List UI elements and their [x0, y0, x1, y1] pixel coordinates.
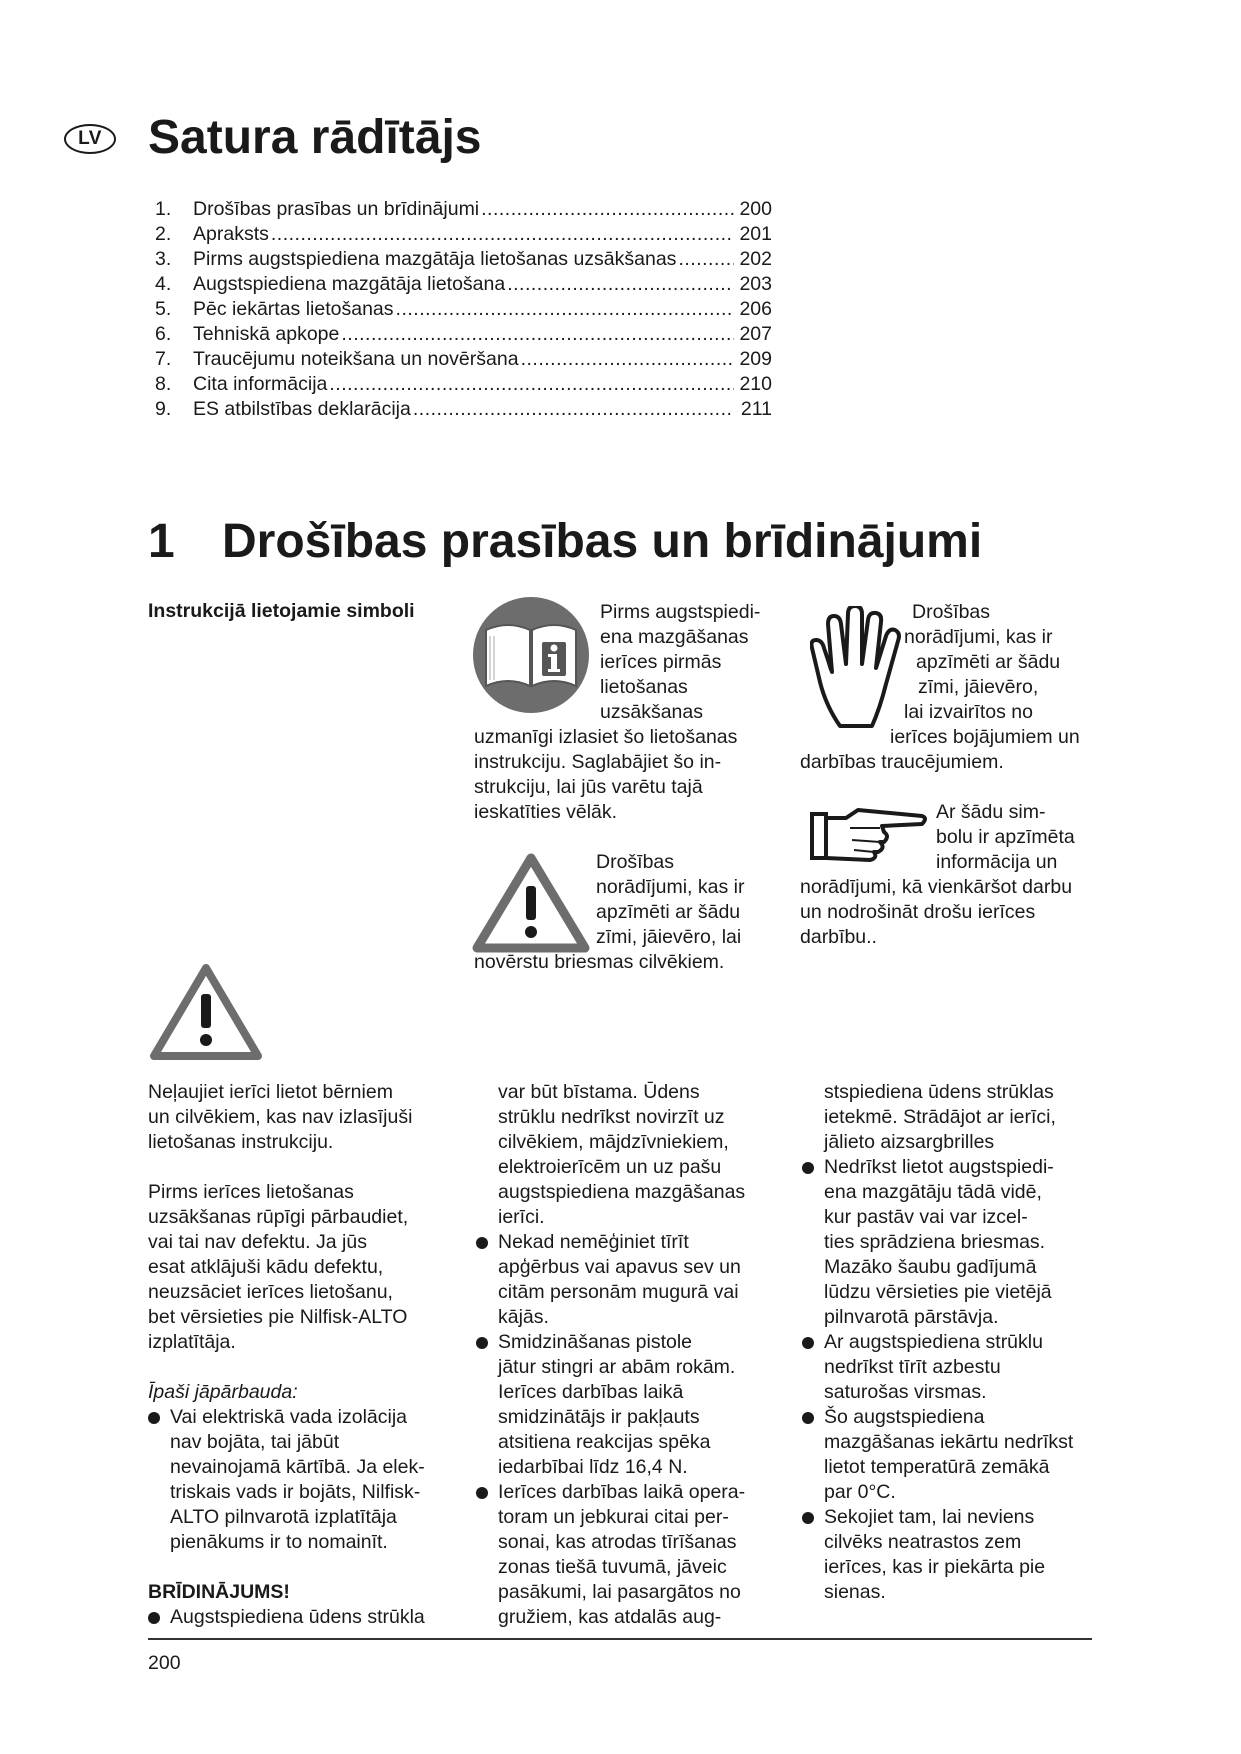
text-line: saturošas virsmas.: [824, 1381, 987, 1403]
book-text-top: [600, 600, 760, 725]
table-of-contents: [152, 198, 772, 423]
text-line: gružiem, kas atdalās aug-: [498, 1606, 722, 1628]
toc-leader-dots: [396, 298, 734, 321]
section-title: Drošības prasības un brīdinājumi: [222, 515, 983, 568]
book-text-bottom: [474, 725, 737, 825]
text-line: kājās.: [498, 1306, 549, 1328]
text-line: Drošības: [912, 601, 991, 623]
text-line: apģērbus vai apavus sev un: [498, 1256, 741, 1278]
text-line: darbību..: [800, 926, 877, 948]
toc-page: 201: [739, 223, 772, 245]
toc-page: 203: [739, 273, 772, 295]
toc-page: 200: [739, 198, 772, 220]
text-line: apzīmēti ar šādu: [596, 901, 741, 923]
text-line: uzsākšanas rūpīgi pārbaudiet,: [148, 1206, 409, 1228]
text-line: Šo augstspiediena: [824, 1406, 985, 1428]
text-line: norādījumi, kas ir: [596, 876, 745, 898]
toc-leader-dots: [481, 198, 734, 221]
toc-number: 5.: [155, 298, 172, 320]
text-line: triskais vads ir bojāts, Nilfisk-: [170, 1481, 421, 1503]
text-line: sienas.: [824, 1581, 886, 1603]
text-line: mazgāšanas iekārtu nedrīkst: [824, 1431, 1074, 1453]
text-line: lietošanas: [600, 676, 688, 698]
text-line: Ierīces darbības laikā opera-: [498, 1481, 746, 1503]
text-line: ena mazgāšanas: [600, 626, 749, 648]
text-line: norādījumi, kā vienkāršot darbu: [800, 876, 1073, 898]
check-heading: Īpaši jāpārbauda:: [148, 1381, 298, 1403]
text-line: nedrīkst tīrīt azbestu: [824, 1356, 1001, 1378]
text-line: zonas tiešā tuvumā, jāveic: [498, 1556, 727, 1578]
text-line: novērstu briesmas cilvēkiem.: [474, 951, 725, 973]
text-line: Neļaujiet ierīci lietot bērniem: [148, 1081, 393, 1103]
text-line: strūklu nedrīkst novirzīt uz: [498, 1106, 725, 1128]
toc-page: 210: [739, 373, 772, 395]
continued-text: [476, 1080, 776, 1230]
section-heading: [148, 512, 982, 572]
toc-row[interactable]: [152, 248, 772, 273]
text-line: informācija un: [936, 851, 1058, 873]
text-line: Augstspiediena ūdens strūkla: [170, 1606, 425, 1628]
text-line: Vai elektriskā vada izolācija: [170, 1406, 407, 1428]
text-line: nav bojāta, tai jābūt: [170, 1431, 340, 1453]
text-line: cilvēks neatrastos zem: [824, 1531, 1022, 1553]
toc-page: 202: [739, 248, 772, 270]
text-line: ierīci.: [498, 1206, 545, 1228]
toc-page: 209: [739, 348, 772, 370]
text-line: Nedrīkst lietot augstspiedi-: [824, 1156, 1054, 1178]
toc-row[interactable]: [152, 348, 772, 373]
text-line: strukciju, lai jūs varētu tajā: [474, 776, 703, 798]
toc-leader-dots: [341, 323, 734, 346]
pre-use-check: [148, 1180, 448, 1355]
text-line: Sekojiet tam, lai neviens: [824, 1506, 1035, 1528]
warning-triangle-icon: [472, 852, 590, 954]
text-line: Ar augstspiediena strūklu: [824, 1331, 1043, 1353]
toc-label: Tehniskā apkope: [193, 323, 340, 345]
text-line: Ar šādu sim-: [936, 801, 1046, 823]
toc-leader-dots: [507, 273, 734, 296]
text-line: jālieto aizsargbrilles: [824, 1131, 995, 1153]
text-line: pasākumi, lai pasargātos no: [498, 1581, 741, 1603]
toc-label: Drošības prasības un brīdinājumi: [193, 198, 480, 220]
language-badge: LV: [64, 124, 116, 154]
text-line: lūdzu vērsieties pie vietējā: [824, 1281, 1052, 1303]
text-line: elektroierīcēm un uz pašu: [498, 1156, 722, 1178]
list-item: [802, 1330, 1102, 1405]
toc-page: 207: [739, 323, 772, 345]
toc-leader-dots: [678, 248, 734, 271]
list-item: [802, 1405, 1102, 1505]
toc-page: 206: [739, 298, 772, 320]
text-line: smidzinātājs ir pakļauts: [498, 1406, 700, 1428]
toc-label: Augstspiediena mazgātāja lietošana: [193, 273, 506, 295]
text-line: ieskatīties vēlāk.: [474, 801, 618, 823]
list-item: [476, 1230, 776, 1330]
text-line: sonai, kas atrodas tīrīšanas: [498, 1531, 737, 1553]
toc-label: Pēc iekārtas lietošanas: [193, 298, 394, 320]
toc-label: Apraksts: [193, 223, 269, 245]
list-item: [476, 1480, 776, 1630]
toc-number: 4.: [155, 273, 172, 295]
list-item: [802, 1155, 1102, 1330]
toc-leader-dots: [521, 348, 734, 371]
text-line: ties sprādziena briesmas.: [824, 1231, 1046, 1253]
text-line: ierīces pirmās: [600, 651, 722, 673]
toc-row[interactable]: [152, 373, 772, 398]
toc-label: Pirms augstspiediena mazgātāja lietošanas uzsākšanas: [193, 248, 677, 270]
section-number: 1: [148, 515, 175, 568]
text-line: ietekmē. Strādājot ar ierīci,: [824, 1106, 1056, 1128]
text-line: izplatītāja.: [148, 1331, 236, 1353]
warning-text-bottom: [474, 950, 724, 975]
toc-row[interactable]: [152, 273, 772, 298]
column-1: [148, 1080, 448, 1630]
list-item: [148, 1605, 448, 1630]
symbols-heading: Instrukcijā lietojamie simboli: [148, 600, 415, 622]
text-line: Ierīces darbības laikā: [498, 1381, 684, 1403]
continued-text: [802, 1080, 1102, 1155]
text-line: Mazāko šaubu gadījumā: [824, 1256, 1037, 1278]
text-line: toram un jebkurai citai per-: [498, 1506, 729, 1528]
toc-row[interactable]: [152, 223, 772, 248]
warning-text-top: [596, 850, 744, 950]
toc-row[interactable]: [152, 198, 772, 223]
toc-number: 7.: [155, 348, 172, 370]
text-line: esat atklājuši kādu defektu,: [148, 1256, 384, 1278]
text-line: kur pastāv vai var izcel-: [824, 1206, 1028, 1228]
toc-leader-dots: [271, 223, 734, 246]
text-line: vai tai nav defektu. Ja jūs: [148, 1231, 367, 1253]
large-warning-triangle-icon: [148, 962, 264, 1062]
text-line: nevainojamā kārtībā. Ja elek-: [170, 1456, 425, 1478]
toc-page: 211: [740, 398, 772, 420]
page-number: 200: [148, 1652, 181, 1674]
toc-number: 3.: [155, 248, 172, 270]
text-line: pienākums ir to nomainīt.: [170, 1531, 388, 1553]
info-book-icon: [472, 596, 590, 714]
text-line: Drošības: [596, 851, 675, 873]
text-line: neuzsāciet ierīces lietošanu,: [148, 1281, 393, 1303]
list-item: [476, 1330, 776, 1480]
text-line: un cilvēkiem, kas nav izlasījuši: [148, 1106, 413, 1128]
text-line: darbības traucējumiem.: [800, 751, 1004, 773]
text-line: augstspiediena mazgāšanas: [498, 1181, 746, 1203]
text-line: lietot temperatūrā zemākā: [824, 1456, 1050, 1478]
toc-leader-dots: [329, 373, 734, 396]
text-line: uzsākšanas: [600, 701, 703, 723]
toc-number: 6.: [155, 323, 172, 345]
toc-label: Traucējumu noteikšana un novēršana: [193, 348, 519, 370]
footer-divider: [148, 1638, 1092, 1640]
text-line: zīmi, jāievēro,: [918, 676, 1039, 698]
text-line: pilnvarotā pārstāvja.: [824, 1306, 999, 1328]
toc-number: 8.: [155, 373, 172, 395]
toc-number: 1.: [155, 198, 172, 220]
text-line: iedarbībai līdz 16,4 N.: [498, 1456, 688, 1478]
toc-number: 9.: [155, 398, 172, 420]
text-line: cilvēkiem, mājdzīvniekiem,: [498, 1131, 729, 1153]
text-line: ena mazgātāju tādā vidē,: [824, 1181, 1042, 1203]
text-line: zīmi, jāievēro, lai: [596, 926, 742, 948]
hand-text: [800, 600, 1090, 775]
text-line: citām personām mugurā vai: [498, 1281, 739, 1303]
text-line: stspiediena ūdens strūklas: [824, 1081, 1054, 1103]
text-line: ALTO pilnvarotā izplatītāja: [170, 1506, 397, 1528]
text-line: uzmanīgi izlasiet šo lietošanas: [474, 726, 738, 748]
warning-heading: BRĪDINĀJUMS!: [148, 1581, 290, 1603]
text-line: Smidzināšanas pistole: [498, 1331, 693, 1353]
list-item: [148, 1405, 448, 1555]
column-2: [476, 1080, 776, 1630]
toc-row[interactable]: [152, 298, 772, 323]
text-line: lai izvairītos no: [904, 701, 1033, 723]
text-line: Nekad nemēģiniet tīrīt: [498, 1231, 689, 1253]
text-line: par 0°C.: [824, 1481, 896, 1503]
toc-label: ES atbilstības deklarācija: [193, 398, 411, 420]
pointer-text: [800, 800, 1090, 950]
text-line: lietošanas instrukciju.: [148, 1131, 334, 1153]
toc-title: Satura rādītājs: [148, 111, 482, 164]
column-3: [802, 1080, 1102, 1605]
text-line: jātur stingri ar abām rokām.: [498, 1356, 736, 1378]
text-line: Pirms augstspiedi-: [600, 601, 761, 623]
toc-leader-dots: [413, 398, 734, 421]
text-line: norādījumi, kas ir: [904, 626, 1053, 648]
text-line: ierīces, kas ir piekārta pie: [824, 1556, 1046, 1578]
text-line: instrukciju. Saglabājiet šo in-: [474, 751, 722, 773]
children-warning: [148, 1080, 448, 1155]
toc-number: 2.: [155, 223, 172, 245]
text-line: bolu ir apzīmēta: [936, 826, 1075, 848]
toc-row[interactable]: [152, 323, 772, 348]
text-line: bet vērsieties pie Nilfisk-ALTO: [148, 1306, 408, 1328]
text-line: Pirms ierīces lietošanas: [148, 1181, 354, 1203]
list-item: [802, 1505, 1102, 1605]
text-line: apzīmēti ar šādu: [916, 651, 1061, 673]
text-line: ierīces bojājumiem un: [890, 726, 1080, 748]
text-line: un nodrošināt drošu ierīces: [800, 901, 1036, 923]
toc-label: Cita informācija: [193, 373, 328, 395]
text-line: atsitiena reakcijas spēka: [498, 1431, 711, 1453]
text-line: var būt bīstama. Ūdens: [498, 1081, 700, 1103]
toc-row[interactable]: [152, 398, 772, 423]
